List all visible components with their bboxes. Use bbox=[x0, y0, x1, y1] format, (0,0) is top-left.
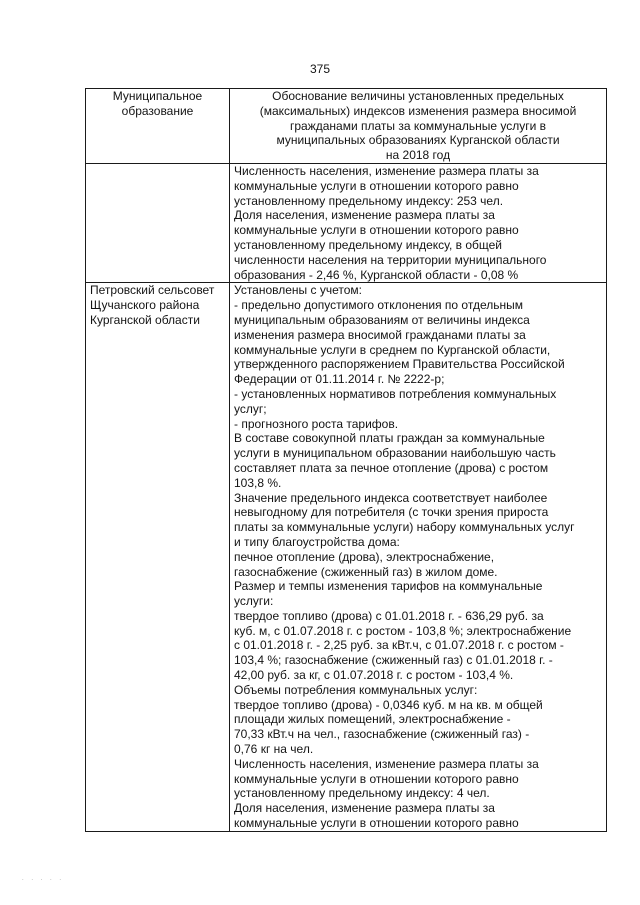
text-line: твердое топливо (дрова) - 0,0346 куб. м на кв. м общей bbox=[234, 697, 543, 712]
header-line: муниципальных образованиях Курганской области bbox=[276, 133, 560, 148]
justification-table bbox=[85, 88, 607, 832]
text-line: 42,00 руб. за кг, с 01.07.2018 г. с ростом - 103,4 %. bbox=[234, 668, 514, 683]
text-line: коммунальные услуги в отношении которого равно bbox=[234, 771, 519, 786]
text-line: Курганской области bbox=[90, 312, 200, 327]
text-line: Доля населения, изменение размера платы за bbox=[234, 208, 495, 223]
text-line: и типу благоустройства дома: bbox=[234, 534, 400, 549]
text-line: услуги в муниципальном образовании наибольшую часть bbox=[234, 446, 556, 461]
text-line: изменения размера вносимой гражданами платы за bbox=[234, 327, 526, 342]
text-line: установленному предельному индексу: 253 чел. bbox=[234, 193, 504, 208]
justification-cell bbox=[230, 163, 607, 282]
table-row bbox=[86, 283, 607, 831]
text-line: куб. м, с 01.07.2018 г. с ростом - 103,8 %; электроснабжение bbox=[234, 623, 572, 638]
header-line: образование bbox=[121, 103, 194, 118]
text-line: составляет плата за печное отопление (дрова) с ростом bbox=[234, 460, 549, 475]
text-line: Федерации от 01.11.2014 г. № 2222-р; bbox=[234, 372, 445, 387]
text-line: коммунальные услуги в отношении которого равно bbox=[234, 816, 519, 831]
text-line: Щучанского района bbox=[90, 298, 200, 313]
text-line: установленному предельному индексу, в общей bbox=[234, 237, 502, 252]
text-line: численности населения на территории муниципального bbox=[234, 252, 547, 267]
text-line: Установлены с учетом: bbox=[234, 283, 362, 298]
header-municipality-cell bbox=[86, 89, 230, 164]
text-line: коммунальные услуги в отношении которого равно bbox=[234, 178, 519, 193]
text-line: площади жилых помещений, электроснабжение - bbox=[234, 712, 511, 727]
text-line: Доля населения, изменение размера платы за bbox=[234, 801, 495, 816]
text-line: установленному предельному индексу: 4 чел. bbox=[234, 786, 490, 801]
header-justification-cell bbox=[230, 89, 607, 164]
text-line: образования - 2,46 %, Курганской области - 0,08 % bbox=[234, 267, 519, 282]
text-line: Численность населения, изменение размера платы за bbox=[234, 163, 539, 178]
table-row bbox=[86, 163, 607, 282]
text-line: 0,76 кг на чел. bbox=[234, 742, 314, 757]
text-line: 103,8 %. bbox=[234, 475, 282, 490]
header-line: (максимальных) индексов изменения размера вносимой bbox=[259, 103, 577, 118]
text-line: Петровский сельсовет bbox=[90, 283, 215, 298]
text-line: услуги: bbox=[234, 594, 274, 609]
text-line: невыгодному для потребителя (с точки зрения прироста bbox=[234, 505, 549, 520]
table-header-row bbox=[86, 89, 607, 164]
scan-specks: . . . . . bbox=[22, 876, 65, 882]
text-line: Объемы потребления коммунальных услуг: bbox=[234, 682, 478, 697]
text-line: 70,33 кВт.ч на чел., газоснабжение (сжиженный газ) - bbox=[234, 727, 530, 742]
text-line: услуг; bbox=[234, 401, 267, 416]
text-line: Размер и темпы изменения тарифов на коммунальные bbox=[234, 579, 543, 594]
text-line: Численность населения, изменение размера платы за bbox=[234, 756, 539, 771]
text-line: газоснабжение (сжиженный газ) в жилом доме. bbox=[234, 564, 498, 579]
page-number: 375 bbox=[309, 62, 331, 76]
text-line: - установленных нормативов потребления коммунальных bbox=[234, 386, 557, 401]
justification-cell bbox=[230, 283, 607, 831]
text-line: - предельно допустимого отклонения по отдельным bbox=[234, 298, 523, 313]
header-line: гражданами платы за коммунальные услуги в bbox=[289, 118, 547, 133]
text-line: коммунальные услуги в отношении которого равно bbox=[234, 223, 519, 238]
text-line: Значение предельного индекса соответствует наиболее bbox=[234, 490, 548, 505]
header-line: Обоснование величины установленных предельных bbox=[272, 89, 564, 103]
text-line: муниципальным образованиям от величины индекса bbox=[234, 312, 530, 327]
municipality-cell bbox=[86, 283, 230, 831]
text-line: 103,4 %; газоснабжение (сжиженный газ) с 01.01.2018 г. - bbox=[234, 653, 553, 668]
text-line: платы за коммунальные услуги) набору коммунальных услуг bbox=[234, 520, 575, 535]
text-line: печное отопление (дрова), электроснабжение, bbox=[234, 549, 495, 564]
text-line: утвержденного распоряжением Правительства Российской bbox=[234, 357, 565, 372]
header-line: Муниципальное bbox=[112, 89, 203, 103]
text-line: коммунальные услуги в среднем по Курганской области, bbox=[234, 342, 551, 357]
text-line: - прогнозного роста тарифов. bbox=[234, 416, 399, 431]
municipality-cell bbox=[86, 163, 230, 282]
header-line: на 2018 год bbox=[385, 148, 451, 163]
text-line: с 01.01.2018 г. - 2,25 руб. за кВт.ч, с 01.07.2018 г. с ростом - bbox=[234, 638, 564, 653]
text-line: В составе совокупной платы граждан за коммунальные bbox=[234, 431, 545, 446]
text-line: твердое топливо (дрова) с 01.01.2018 г. - 636,29 руб. за bbox=[234, 608, 544, 623]
